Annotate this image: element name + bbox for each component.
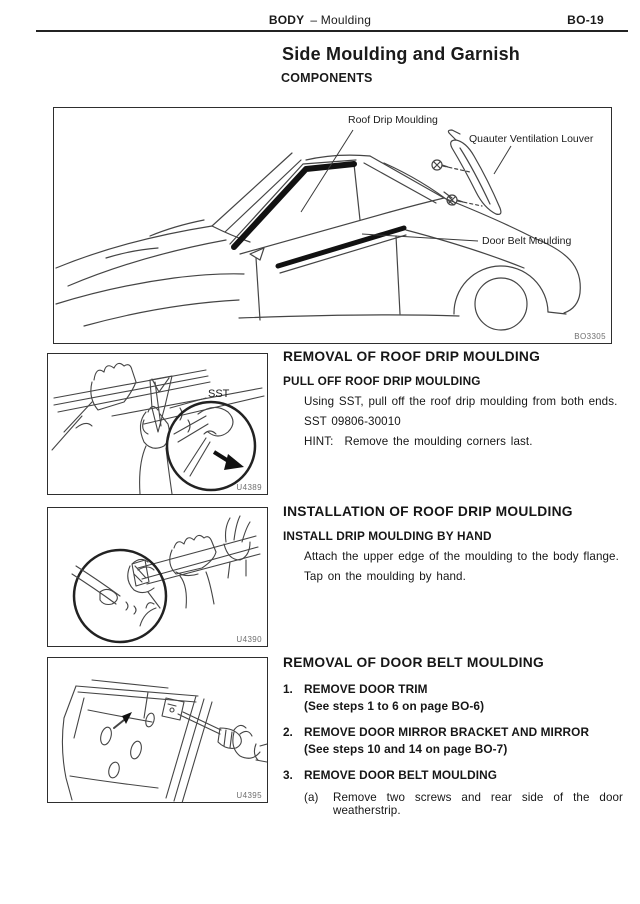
page-number: BO-19 — [567, 13, 604, 27]
body-line: Attach the upper edge of the moulding to the body flange. — [304, 550, 619, 563]
step-title: REMOVE DOOR TRIM — [304, 682, 428, 696]
left-hand — [94, 363, 136, 382]
step-title: REMOVE DOOR BELT MOULDING — [304, 768, 497, 782]
moulding-bar — [138, 536, 258, 579]
header-section: BODY — [268, 13, 305, 27]
step-reference: (See steps 10 and 14 on page BO-7) — [304, 742, 508, 756]
direction-arrow-tail — [114, 720, 124, 728]
section-installation-roof-drip — [283, 504, 628, 583]
section-removal-door-belt — [283, 655, 628, 817]
door-belt-moulding-part — [278, 228, 404, 266]
hand-tap-line-art — [48, 508, 267, 646]
procedure-steps — [283, 682, 628, 817]
step-number: 2. — [283, 725, 293, 739]
section-heading: REMOVAL OF DOOR BELT MOULDING — [283, 655, 544, 670]
panel-hole — [107, 761, 121, 779]
figure-code: U4390 — [236, 635, 262, 644]
sst-pull-line-art — [48, 354, 267, 494]
screwdriver-handle — [218, 728, 241, 748]
figure-code: U4395 — [236, 791, 262, 800]
panel-hole — [129, 740, 143, 760]
door-top-edge — [76, 680, 198, 702]
sst-number-line: SST 09806-30010 — [304, 415, 401, 428]
car-wheel-arch — [454, 266, 548, 314]
right-hand — [143, 406, 158, 434]
step-number: 3. — [283, 768, 293, 782]
step-2 — [283, 725, 628, 756]
section-subheading: PULL OFF ROOF DRIP MOULDING — [283, 374, 481, 388]
label-door-belt-moulding: Door Belt Moulding — [482, 235, 572, 247]
hint-line — [304, 435, 628, 448]
header-topic: – Moulding — [310, 13, 372, 27]
figure-code: U4389 — [236, 483, 262, 492]
header-title — [0, 13, 640, 27]
label-sst: SST — [208, 388, 230, 400]
body-line: Tap on the moulding by hand. — [304, 570, 466, 583]
components-figure — [53, 107, 612, 344]
substep-a — [304, 791, 623, 817]
label-roof-drip-moulding: Roof Drip Moulding — [348, 114, 438, 126]
step-3 — [283, 768, 628, 817]
step-number: 1. — [283, 682, 293, 696]
figure-pull-off-drip-moulding — [47, 353, 268, 495]
section-subheading: INSTALL DRIP MOULDING BY HAND — [283, 529, 492, 543]
car-roof-line — [306, 155, 370, 160]
section-removal-roof-drip — [283, 349, 628, 448]
figure-install-drip-moulding — [47, 507, 268, 647]
section-heading: REMOVAL OF ROOF DRIP MOULDING — [283, 349, 541, 364]
figure-remove-door-belt-moulding — [47, 657, 268, 803]
figure-code: BO3305 — [574, 332, 606, 341]
header-rule — [36, 30, 628, 32]
moulding-bracket — [162, 698, 184, 720]
step-reference: (See steps 1 to 6 on page BO-6) — [304, 699, 485, 713]
substep-letter: (a) — [304, 791, 319, 804]
roof-drip-moulding-part — [234, 164, 354, 247]
page-title: Side Moulding and Garnish — [282, 44, 521, 64]
gripping-hand — [174, 535, 216, 552]
panel-hole — [144, 712, 155, 728]
hint-text: Remove the moulding corners last. — [344, 435, 533, 448]
section-heading: INSTALLATION OF ROOF DRIP MOULDING — [283, 504, 573, 519]
holding-hand — [234, 725, 252, 736]
door-screwdriver-line-art — [48, 658, 267, 802]
body-line: Using SST, pull off the roof drip moulding from both ends. — [304, 395, 618, 408]
hint-label: HINT: — [304, 435, 334, 448]
panel-hole — [99, 726, 113, 746]
label-quarter-ventilation-louver: Quauter Ventilation Louver — [469, 133, 594, 145]
components-heading: COMPONENTS — [281, 71, 373, 85]
substep-text: Remove two screws and rear side of the door weatherstrip. — [333, 791, 623, 817]
inset-circle — [167, 402, 255, 490]
step-1 — [283, 682, 628, 713]
step-title: REMOVE DOOR MIRROR BRACKET AND MIRROR — [304, 725, 590, 739]
leader-louver — [494, 146, 511, 174]
door-panel-edge — [62, 686, 76, 800]
motion-marks — [126, 602, 136, 614]
